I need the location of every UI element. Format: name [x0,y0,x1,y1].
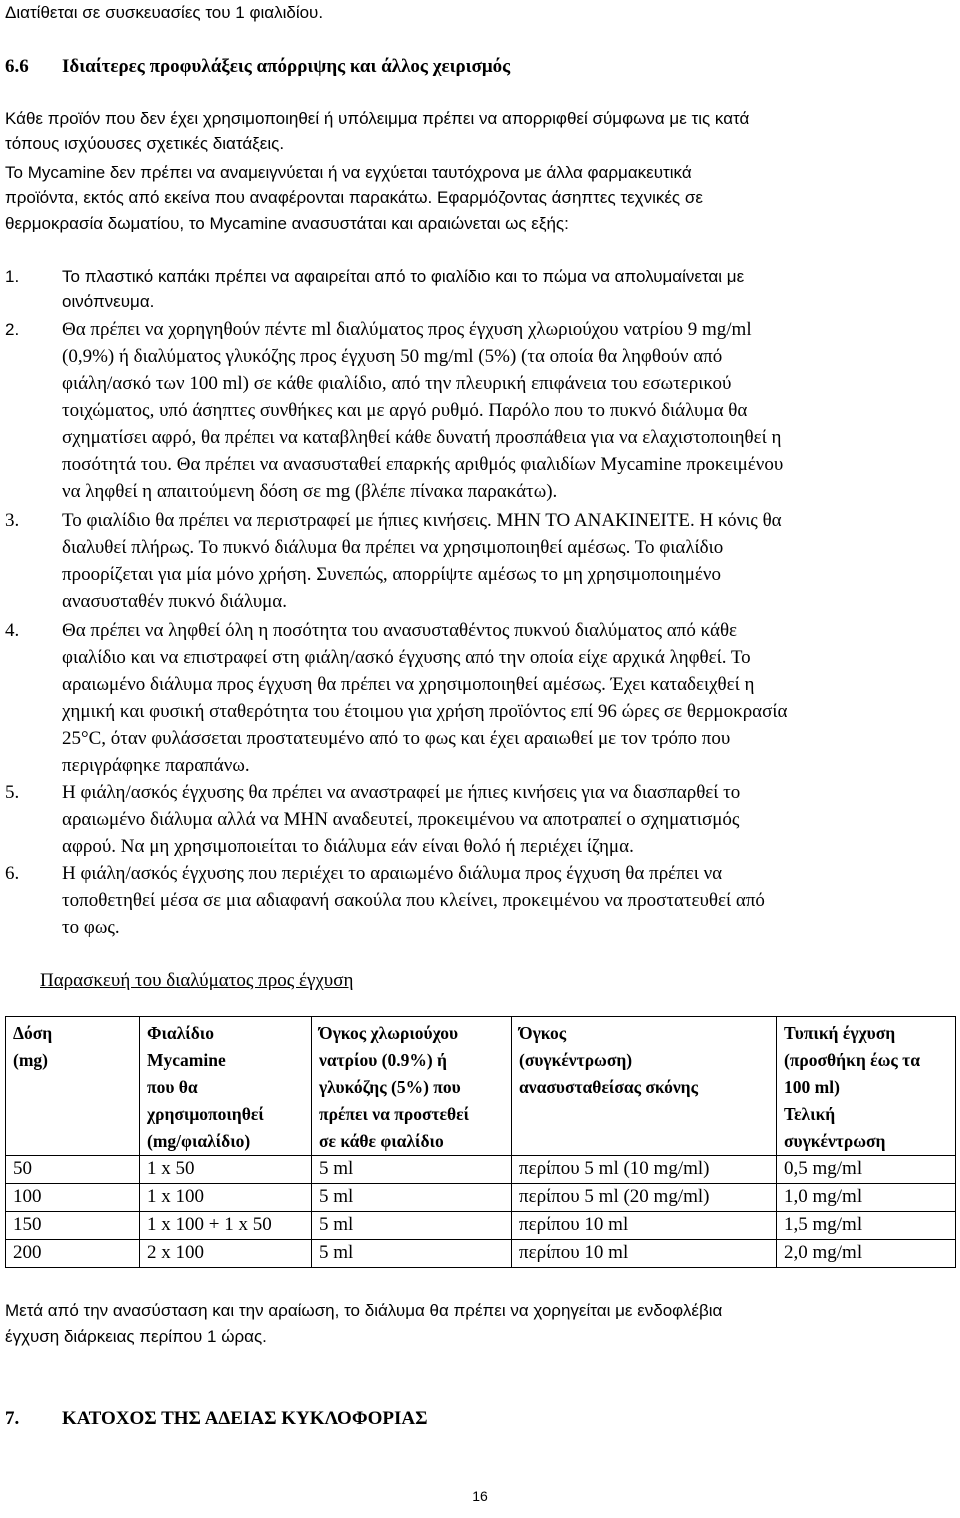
table-row [6,1212,956,1240]
step-3-line-3: προορίζεται για μία μόνο χρήση. Συνεπώς, απορρίψτε αμέσως το μη χρησιμοποιημένο [62,564,721,585]
header-line: (συγκέντρωση) [519,1050,633,1070]
table-row [6,1240,956,1268]
table-cell: περίπου 10 ml [512,1240,777,1268]
step-number: 2. [5,320,20,339]
step-4-line-1: Θα πρέπει να ληφθεί όλη η ποσότητα του ανασυσταθέντος πυκνού διαλύματος από κάθε [62,620,738,641]
step-5-line-2: αραιωμένο διάλυμα αλλά να ΜΗΝ αναδευτεί, προκειμένου να αποτραπεί ο σχηματισμός [62,809,740,830]
step-1-line-2: οινόπνευμα. [62,292,155,311]
step-2-line-1: Θα πρέπει να χορηγηθούν πέντε ml διαλύματος προς έγχυση χλωριούχου νατρίου 9 mg/ml [62,319,752,340]
step-1-line-1: Το πλαστικό καπάκι πρέπει να αφαιρείται από το φιαλίδιο και το πώμα να απολυμαίνεται με [62,267,745,286]
header-line: Τελική [784,1104,836,1124]
header-line: νατρίου (0.9%) ή [319,1050,447,1070]
para1-line-1: Κάθε προϊόν που δεν έχει χρησιμοποιηθεί ή υπόλειμμα πρέπει να απορριφθεί σύμφωνα με τις κατά [5,109,750,128]
header-line: Mycamine [147,1050,226,1070]
header-line: 100 ml) [784,1077,840,1097]
step-2-line-5: σχηματίσει αφρό, θα πρέπει να καταβληθεί κάθε δυνατή προσπάθεια για να ελαχιστοποιηθεί η [62,427,782,448]
table-cell: 1,0 mg/ml [777,1184,956,1212]
step-number: 6. [5,863,20,884]
step-2-line-3: φιάλη/ασκό των 100 ml) σε κάθε φιαλίδιο, από την πλευρική επιφάνεια του εσωτερικού [62,373,732,394]
table-cell: 2 x 100 [140,1240,312,1268]
table-cell: 1 x 100 + 1 x 50 [140,1212,312,1240]
step-4-line-3: αραιωμένο διάλυμα προς έγχυση θα πρέπει να χρησιμοποιηθεί αμέσως. Έχει καταδειχθεί η [62,674,755,695]
preparation-table [5,1016,956,1268]
header-line: Δόση [13,1023,53,1043]
header-line: Φιαλίδιο [147,1023,214,1043]
header-line: χρησιμοποιηθεί [147,1104,264,1124]
header-line: (προσθήκη έως τα [784,1050,921,1070]
step-4-line-4: χημική και φυσική σταθερότητα του έτοιμου για χρήση προϊόντος επί 96 ώρες σε θερμοκρασία [62,701,788,722]
header-line: Τυπική έγχυση [784,1023,896,1043]
table-cell: 5 ml [312,1212,512,1240]
table-cell: 5 ml [312,1184,512,1212]
after-table-line-1: Μετά από την ανασύσταση και την αραίωση, το διάλυμα θα πρέπει να χορηγείται με ενδοφλέβια [5,1301,723,1320]
table-cell: 150 [6,1212,140,1240]
header-line: που θα [147,1077,198,1097]
header-line: συγκέντρωση [784,1131,886,1151]
section-6-6-number: 6.6 [5,56,29,77]
table-row [6,1184,956,1212]
step-number: 5. [5,782,20,803]
step-number: 4. [5,620,20,641]
table-cell: 1,5 mg/ml [777,1212,956,1240]
header-line: σε κάθε φιαλίδιο [319,1131,444,1151]
step-3-line-4: ανασυσταθέν πυκνό διάλυμα. [62,591,288,612]
step-5-line-3: αφρού. Να μη χρησιμοποιείται το διάλυμα εάν είναι θολό ή περιέχει ίζημα. [62,836,634,857]
after-table-line-2: έγχυση διάρκειας περίπου 1 ώρας. [5,1327,267,1346]
table-header-cell [512,1017,777,1156]
header-line: (mg/φιαλίδιο) [147,1131,251,1151]
step-3-line-2: διαλυθεί πλήρως. Το πυκνό διάλυμα θα πρέπει να χρησιμοποιηθεί αμέσως. Το φιαλίδιο [62,537,724,558]
table-cell: 5 ml [312,1156,512,1184]
table-row [6,1156,956,1184]
section-7-number: 7. [5,1408,20,1429]
step-number: 1. [5,267,20,286]
step-2-line-4: τοιχώματος, υπό άσηπτες συνθήκες και με αργό ρυθμό. Παρόλο που το πυκνό διάλυμα θα [62,400,748,421]
header-line: (mg) [13,1050,48,1070]
table-cell: περίπου 5 ml (10 mg/ml) [512,1156,777,1184]
step-4-line-2: φιαλίδιο και να επιστραφεί στη φιάλη/ασκό έγχυσης από την οποία είχε αρχικά ληφθεί. Το [62,647,751,668]
header-line: ανασυσταθείσας σκόνης [519,1077,699,1097]
step-2-line-7: να ληφθεί η απαιτούμενη δόση σε mg (βλέπε πίνακα παρακάτω). [62,481,558,502]
intro-line: Διατίθεται σε συσκευασίες του 1 φιαλιδίου. [5,3,324,22]
step-number: 3. [5,510,20,531]
table-cell: 1 x 100 [140,1184,312,1212]
header-line: Όγκος [519,1023,567,1043]
table-header-row [6,1017,956,1156]
table-header-cell [6,1017,140,1156]
step-5-line-1: Η φιάλη/ασκός έγχυσης θα πρέπει να αναστραφεί με ήπιες κινήσεις για να διασπαρθεί το [62,782,741,803]
step-6-line-3: το φως. [62,917,120,938]
table-cell: 100 [6,1184,140,1212]
step-3-line-1: Το φιαλίδιο θα πρέπει να περιστραφεί με ήπιες κινήσεις. ΜΗΝ ΤΟ ΑΝΑΚΙΝΕΙΤΕ. Η κόνις θα [62,510,782,531]
step-4-line-6: περιγράφηκε παραπάνω. [62,755,250,776]
table-cell: περίπου 5 ml (20 mg/ml) [512,1184,777,1212]
table-title: Παρασκευή του διαλύματος προς έγχυση [40,970,354,991]
table-cell: 1 x 50 [140,1156,312,1184]
step-4-line-5: 25°C, όταν φυλάσσεται προστατευμένο από το φως και έχει αραιωθεί με τον τρόπο που [62,728,731,749]
header-line: Όγκος χλωριούχου [319,1023,459,1043]
header-line: πρέπει να προστεθεί [319,1104,470,1124]
header-line: γλυκόζης (5%) που [319,1077,461,1097]
para2-line-1: Το Mycamine δεν πρέπει να αναμειγνύεται ή να εγχύεται ταυτόχρονα με άλλα φαρμακευτικά [5,163,692,182]
table-cell: 0,5 mg/ml [777,1156,956,1184]
section-6-6-title: Ιδιαίτερες προφυλάξεις απόρριψης και άλλος χειρισμός [62,56,511,77]
table-cell: περίπου 10 ml [512,1212,777,1240]
table-cell: 2,0 mg/ml [777,1240,956,1268]
table-cell: 50 [6,1156,140,1184]
step-6-line-2: τοποθετηθεί μέσα σε μια αδιαφανή σακούλα που κλείνει, προκειμένου να προστατευθεί από [62,890,765,911]
para2-line-2: προϊόντα, εκτός από εκείνα που αναφέρονται παρακάτω. Εφαρμόζοντας άσηπτες τεχνικές σε [5,188,703,207]
para1-line-2: τόπους ισχύουσες σχετικές διατάξεις. [5,134,285,153]
table-header-cell [312,1017,512,1156]
table-cell: 5 ml [312,1240,512,1268]
step-6-line-1: Η φιάλη/ασκός έγχυσης που περιέχει το αραιωμένο διάλυμα προς έγχυση θα πρέπει να [62,863,723,884]
step-2-line-6: ποσότητά του. Θα πρέπει να ανασυσταθεί επαρκής αριθμός φιαλιδίων Mycamine προκειμένου [62,454,784,475]
page-number: 16 [472,1488,488,1504]
para2-line-3: θερμοκρασία δωματίου, το Mycamine ανασυστάται και αραιώνεται ως εξής: [5,214,569,233]
section-7-title: ΚΑΤΟΧΟΣ ΤΗΣ ΑΔΕΙΑΣ ΚΥΚΛΟΦΟΡΙΑΣ [62,1408,428,1429]
table-header-cell [140,1017,312,1156]
table-cell: 200 [6,1240,140,1268]
table-header-cell [777,1017,956,1156]
step-2-line-2: (0,9%) ή διαλύματος γλυκόζης προς έγχυση 50 mg/ml (5%) (τα οποία θα ληφθούν από [62,346,723,367]
